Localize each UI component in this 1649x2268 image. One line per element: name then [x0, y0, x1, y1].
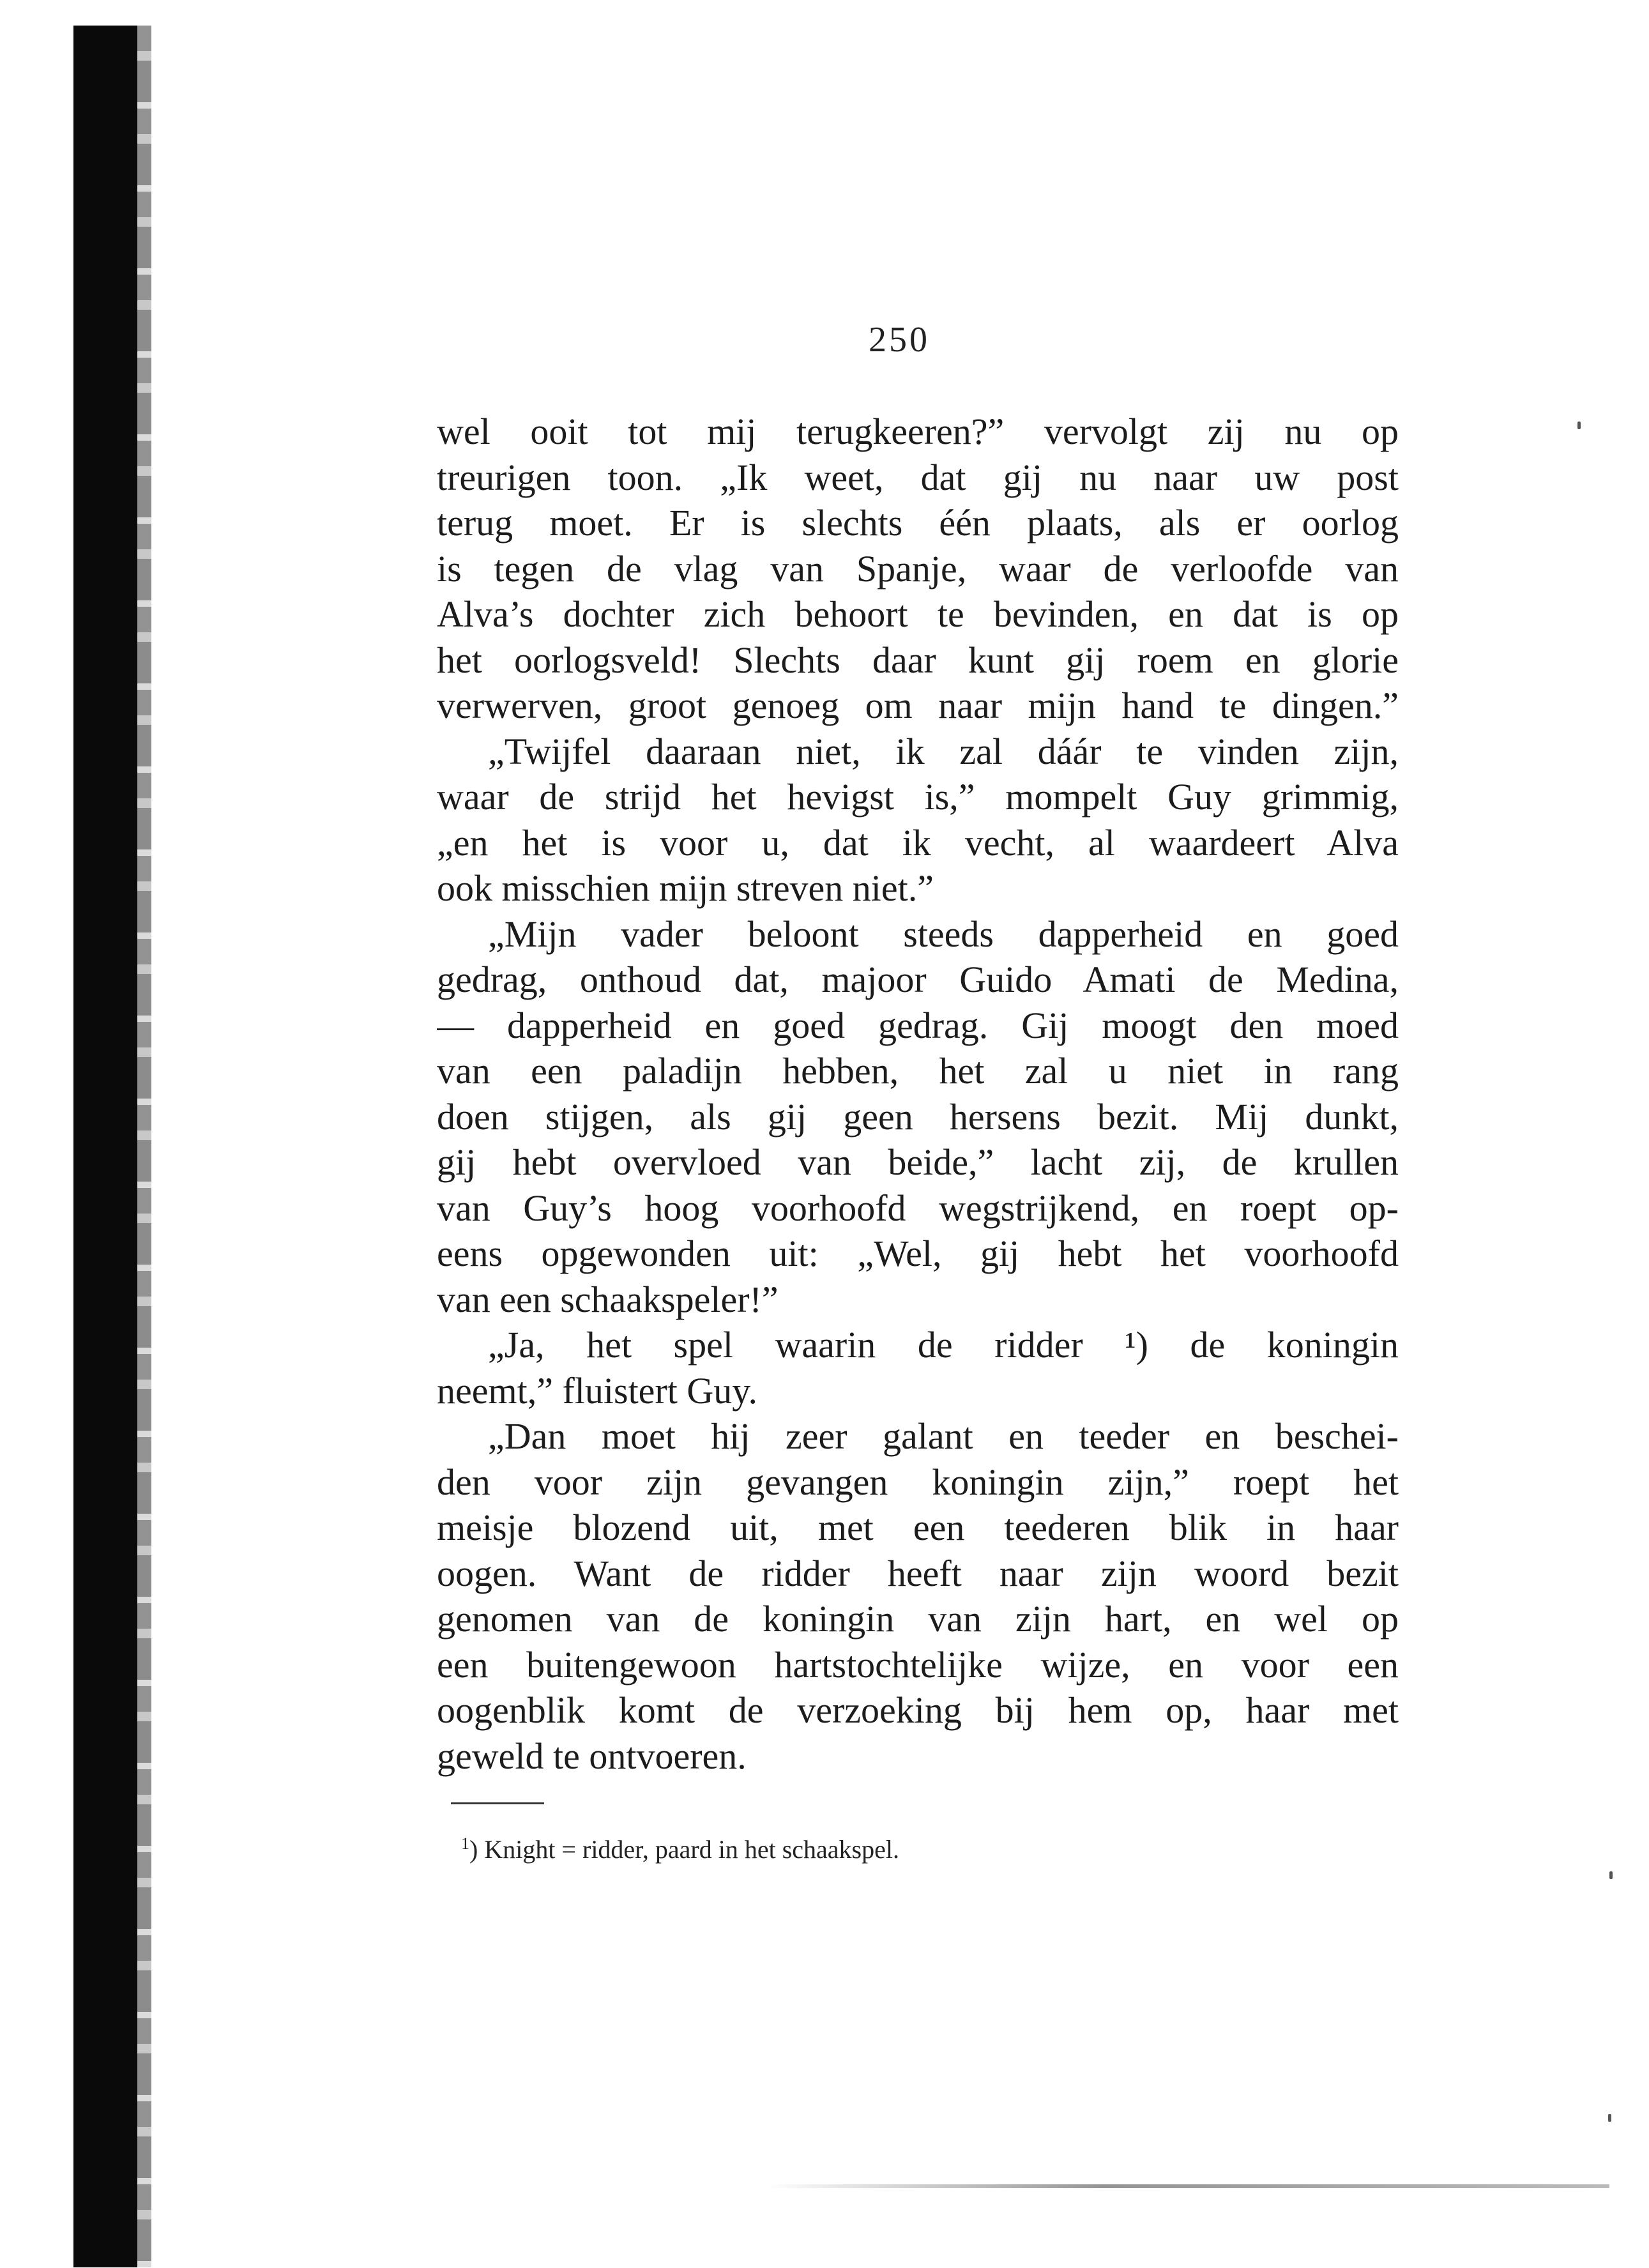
text-line: „Twijfel daaraan niet, ik zal dáár te vinden zijn,	[488, 730, 1399, 772]
text-line: meisje blozend uit, met een teederen blik in haar	[437, 1507, 1399, 1548]
text-line: een buitengewoon hartstochtelijke wijze, en voor een	[437, 1643, 1399, 1686]
footnote-divider	[451, 1802, 544, 1804]
text-line: — dapperheid en goed gedrag. Gij moogt den moed	[437, 1004, 1399, 1046]
binding-edge	[137, 26, 151, 2267]
text-line: verwerven, groot genoeg om naar mijn hand te dingen.”	[437, 685, 1399, 726]
footnote	[461, 1828, 899, 1866]
text-line: „Mijn vader beloont steeds dapperheid en goed	[488, 913, 1399, 955]
text-line: het oorlogsveld! Slechts daar kunt gij roem en glorie	[437, 639, 1399, 681]
text-line: is tegen de vlag van Spanje, waar de verloofde van	[437, 547, 1399, 590]
text-line: geweld te ontvoeren.	[437, 1735, 747, 1777]
footnote-marker: 1	[461, 1834, 469, 1853]
text-line: terug moet. Er is slechts één plaats, als er oorlog	[437, 502, 1399, 544]
text-line: van een paladijn hebben, het zal u niet in rang	[437, 1050, 1399, 1092]
page-edge-shadow	[766, 2184, 1609, 2188]
text-line: treurigen toon. „Ik weet, dat gij nu naar uw post	[437, 456, 1399, 498]
binding-shadow	[73, 26, 137, 2267]
text-line: doen stijgen, als gij geen hersens bezit. Mij dunkt,	[437, 1095, 1399, 1138]
scan-speck	[1608, 2114, 1611, 2122]
text-line: oogen. Want de ridder heeft naar zijn woord bezit	[437, 1552, 1399, 1594]
text-line: gij hebt overvloed van beide,” lacht zij, de krullen	[437, 1141, 1399, 1183]
page-number: 250	[869, 320, 930, 360]
text-line: „en het is voor u, dat ik vecht, al waardeert Alva	[437, 821, 1399, 864]
text-line: genomen van de koningin van zijn hart, en wel op	[437, 1598, 1399, 1640]
scan-speck	[1577, 422, 1581, 429]
text-line: Alva’s dochter zich behoort te bevinden, en dat is op	[437, 593, 1399, 635]
text-line: „Ja, het spel waarin de ridder ¹) de koningin	[488, 1324, 1399, 1366]
text-line: neemt,” fluistert Guy.	[437, 1369, 757, 1412]
text-line: ook misschien mijn streven niet.”	[437, 867, 934, 909]
text-line: eens opgewonden uit: „Wel, gij hebt het voorhoofd	[437, 1233, 1399, 1274]
text-line: „Dan moet hij zeer galant en teeder en beschei-	[488, 1415, 1399, 1457]
text-line: van Guy’s hoog voorhoofd wegstrijkend, en roept op-	[437, 1187, 1399, 1229]
scan-speck	[1609, 1871, 1613, 1879]
text-line: waar de strijd het hevigst is,” mompelt Guy grimmig,	[437, 776, 1399, 818]
text-line: oogenblik komt de verzoeking bij hem op, haar met	[437, 1689, 1399, 1731]
text-line: gedrag, onthoud dat, majoor Guido Amati de Medina,	[437, 959, 1399, 1000]
text-line: wel ooit tot mij terugkeeren?” vervolgt zij nu op	[437, 411, 1399, 452]
body-text	[437, 409, 1399, 1779]
text-line: van een schaakspeler!”	[437, 1278, 779, 1320]
footnote-text: ) Knight = ridder, paard in het schaakspel.	[469, 1835, 899, 1864]
text-line: den voor zijn gevangen koningin zijn,” roept het	[437, 1461, 1399, 1503]
